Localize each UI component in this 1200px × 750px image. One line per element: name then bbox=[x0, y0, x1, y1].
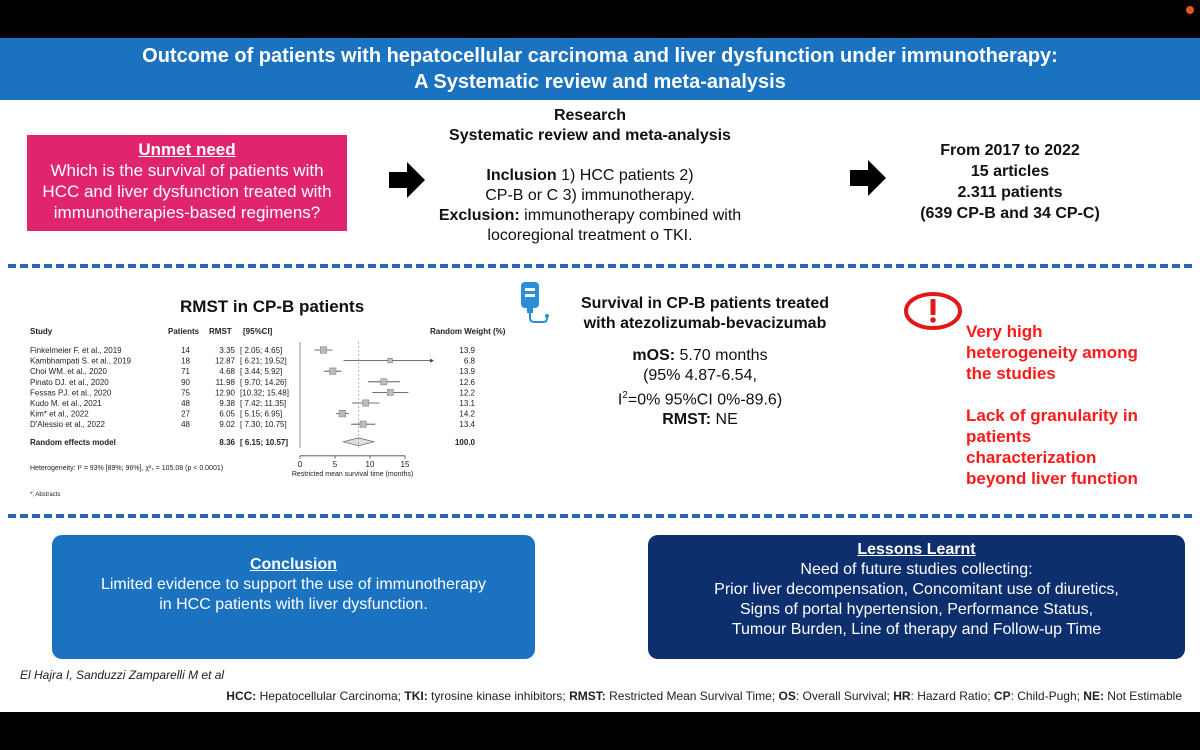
forest-study-patients: 48 bbox=[181, 420, 190, 430]
forest-x-tick-label: 15 bbox=[400, 459, 410, 469]
abbr-def: Restricted Mean Survival Time; bbox=[605, 689, 779, 703]
forest-study-weight: 12.2 bbox=[459, 388, 475, 398]
forest-study-weight: 13.9 bbox=[459, 346, 475, 355]
forest-pooled-rmst: 8.36 bbox=[219, 437, 235, 447]
forest-study-patients: 90 bbox=[181, 377, 190, 387]
lessons-line-2: Prior liver decompensation, Concomitant use of diuretics, bbox=[714, 581, 1119, 598]
forest-study-name: Pinato DJ. et al., 2020 bbox=[30, 377, 109, 387]
forest-study-patients: 27 bbox=[181, 409, 190, 419]
forest-plot bbox=[30, 320, 530, 500]
forest-header-patients: Patients bbox=[168, 327, 200, 336]
survival-title bbox=[560, 294, 850, 334]
forest-pooled-ci: [ 6.15; 10.57] bbox=[240, 437, 289, 447]
forest-x-label: Restricted mean survival time (months) bbox=[291, 470, 414, 478]
abbr-term: CP bbox=[993, 689, 1011, 703]
forest-study-ci: [ 9.70; 14.26] bbox=[240, 377, 287, 387]
abbr-term: HR bbox=[893, 689, 911, 703]
forest-x-tick-label: 5 bbox=[332, 459, 338, 469]
forest-point bbox=[363, 400, 369, 406]
forest-pooled-name: Random effects model bbox=[30, 437, 116, 447]
forest-study-ci: [ 7.30; 10.75] bbox=[240, 420, 287, 430]
research-subheading: Systematic review and meta-analysis bbox=[449, 127, 731, 144]
forest-study-ci: [ 5.15; 6.95] bbox=[240, 409, 283, 419]
forest-point bbox=[320, 347, 326, 353]
exclusion-line-2: locoregional treatment o TKI. bbox=[487, 227, 693, 244]
forest-study-rmst: 12.90 bbox=[214, 388, 235, 398]
forest-study-name: Kambhampati S. et al., 2019 bbox=[30, 356, 131, 366]
forest-study-weight: 13.9 bbox=[459, 367, 475, 377]
inclusion-line-2: CP-B or C 3) immunotherapy. bbox=[485, 187, 695, 204]
unmet-need-line-1: Which is the survival of patients with bbox=[50, 161, 324, 180]
forest-header-study: Study bbox=[30, 327, 53, 336]
title-band bbox=[0, 38, 1200, 100]
i2-sup: 2 bbox=[622, 390, 628, 401]
results-years: From 2017 to 2022 bbox=[940, 142, 1080, 159]
lessons-line-3: Signs of portal hypertension, Performance Status, bbox=[739, 601, 1094, 618]
forest-study-weight: 12.6 bbox=[459, 377, 475, 387]
het-line-1: Very high bbox=[966, 322, 1043, 341]
forest-header-ci: [95%CI] bbox=[243, 327, 273, 336]
rmst-label: RMST: bbox=[662, 411, 712, 429]
abbr-def: Not Estimable bbox=[1103, 689, 1182, 703]
conclusion-box bbox=[52, 535, 535, 659]
forest-heterogeneity: Heterogeneity: I² = 93% [89%; 96%], χ²₇ = 105.08 (p < 0.0001) bbox=[30, 465, 224, 472]
forest-x-tick-label: 0 bbox=[297, 459, 303, 469]
het-line-4: Lack of granularity in bbox=[966, 406, 1138, 425]
inclusion-line-1 bbox=[420, 166, 760, 186]
abbreviations bbox=[226, 689, 1182, 703]
forest-study-weight: 6.8 bbox=[463, 356, 475, 366]
abbr-def: : Child-Pugh; bbox=[1010, 689, 1084, 703]
i2-rest: =0% 95%CI 0%-89.6) bbox=[627, 391, 783, 409]
heterogeneity-note bbox=[966, 321, 1166, 489]
forest-study-ci: [ 7.42; 11.35] bbox=[240, 399, 287, 408]
forest-study-rmst: 3.35 bbox=[219, 346, 235, 355]
forest-study-rmst: 9.38 bbox=[219, 399, 235, 408]
forest-study-patients: 71 bbox=[181, 367, 190, 377]
lessons-box bbox=[648, 535, 1185, 659]
conclusion-line-1: Limited evidence to support the use of immunotherapy bbox=[100, 576, 487, 593]
survival-title-line-1: Survival in CP-B patients treated bbox=[580, 295, 830, 312]
abbr-def: Hepatocellular Carcinoma; bbox=[256, 689, 405, 703]
i2-prefix: I bbox=[617, 391, 623, 409]
conclusion-line-2: in HCC patients with liver dysfunction. bbox=[159, 596, 428, 613]
forest-pooled-weight: 100.0 bbox=[454, 437, 475, 447]
abbr-def: : Overall Survival; bbox=[795, 689, 894, 703]
slide bbox=[0, 38, 1200, 712]
survival-title-line-2: with atezolizumab-bevacizumab bbox=[583, 315, 827, 332]
mos-ci: (95% 4.87-6.54, bbox=[643, 367, 757, 384]
abbr-term: NE: bbox=[1083, 689, 1104, 703]
survival-results bbox=[580, 346, 820, 430]
iv-drip-icon bbox=[515, 280, 551, 324]
lessons-line-4: Tumour Burden, Line of therapy and Follow-up Time bbox=[731, 621, 1102, 638]
forest-point bbox=[330, 368, 336, 374]
lessons-heading: Lessons Learnt bbox=[857, 541, 976, 558]
forest-study-patients: 18 bbox=[181, 356, 190, 366]
forest-study-rmst: 12.87 bbox=[214, 356, 235, 366]
forest-study-patients: 75 bbox=[181, 388, 190, 398]
inclusion-text: 1) HCC patients 2) bbox=[556, 167, 694, 184]
forest-ci-arrow bbox=[430, 359, 434, 363]
forest-study-patients: 14 bbox=[181, 346, 190, 355]
results-summary bbox=[895, 140, 1125, 224]
exclusion-line-1 bbox=[420, 206, 760, 226]
research-block bbox=[420, 106, 760, 246]
het-line-2: heterogeneity among bbox=[966, 343, 1138, 362]
results-breakdown: (639 CP-B and 34 CP-C) bbox=[920, 205, 1100, 222]
research-heading: Research bbox=[553, 107, 627, 124]
forest-study-rmst: 11.98 bbox=[215, 377, 235, 387]
unmet-need-box bbox=[27, 135, 347, 231]
het-line-7: beyond liver function bbox=[966, 469, 1138, 488]
exclusion-label: Exclusion: bbox=[438, 207, 520, 224]
abbr-term: OS bbox=[778, 689, 796, 703]
abbr-term: RMST: bbox=[569, 689, 606, 703]
forest-study-weight: 13.4 bbox=[459, 420, 475, 430]
rmst-title: RMST in CP-B patients bbox=[180, 297, 365, 316]
dashed-divider bbox=[8, 514, 1192, 518]
forest-header-weight: Random Weight (%) bbox=[430, 327, 506, 336]
mos-label: mOS: bbox=[632, 347, 676, 364]
het-line-5: patients bbox=[966, 427, 1032, 446]
inclusion-label: Inclusion bbox=[486, 167, 557, 184]
forest-study-ci: [ 3.44; 5.92] bbox=[240, 367, 283, 377]
forest-footnote: *; Abstracts bbox=[30, 492, 61, 498]
i2-line bbox=[580, 386, 820, 410]
het-line-3: the studies bbox=[966, 364, 1056, 383]
forest-study-name: Kudo M. et al., 2021 bbox=[30, 399, 102, 408]
conclusion-heading: Conclusion bbox=[249, 556, 338, 573]
title-line-1: Outcome of patients with hepatocellular carcinoma and liver dysfunction under immunotherapy: bbox=[142, 45, 1058, 67]
unmet-need-line-3: immunotherapies-based regimens? bbox=[53, 203, 321, 222]
results-articles: 15 articles bbox=[970, 163, 1050, 180]
recording-indicator-icon bbox=[1186, 6, 1194, 14]
forest-study-rmst: 9.02 bbox=[219, 420, 235, 430]
forest-point bbox=[360, 421, 366, 427]
forest-study-name: Kim* et al., 2022 bbox=[30, 409, 89, 419]
forest-study-weight: 14.2 bbox=[459, 409, 475, 419]
forest-study-ci: [ 2.05; 4.65] bbox=[240, 346, 283, 355]
forest-study-name: D'Alessio et al., 2022 bbox=[30, 420, 105, 430]
abbr-term: HCC: bbox=[226, 689, 257, 703]
title-line-2: A Systematic review and meta-analysis bbox=[414, 71, 786, 93]
forest-study-rmst: 6.05 bbox=[219, 409, 235, 419]
alert-icon bbox=[903, 291, 963, 331]
forest-study-patients: 48 bbox=[181, 399, 190, 408]
forest-study-weight: 13.1 bbox=[459, 399, 475, 408]
unmet-need-line-2: HCC and liver dysfunction treated with bbox=[42, 182, 332, 201]
forest-study-ci: [10.32; 15.48] bbox=[240, 388, 289, 398]
abbr-def: tyrosine kinase inhibitors; bbox=[427, 689, 570, 703]
forest-study-rmst: 4.68 bbox=[219, 367, 235, 377]
forest-study-name: Finkelmeier F. et al., 2019 bbox=[30, 346, 122, 355]
mos-line bbox=[580, 346, 820, 366]
results-patients: 2.311 patients bbox=[957, 184, 1063, 201]
forest-header-rmst: RMST bbox=[209, 327, 232, 336]
rmst-value: NE bbox=[711, 411, 738, 429]
forest-study-name: Fessas PJ. et al., 2020 bbox=[30, 388, 112, 398]
forest-point bbox=[339, 410, 346, 417]
abbr-def: : Hazard Ratio; bbox=[910, 689, 994, 703]
right-arrow-icon bbox=[848, 158, 888, 198]
abbr-term: TKI: bbox=[404, 689, 428, 703]
lessons-line-1: Need of future studies collecting: bbox=[800, 561, 1033, 578]
forest-point bbox=[381, 379, 387, 385]
forest-study-name: Choi WM. et al., 2020 bbox=[30, 367, 107, 377]
forest-study-ci: [ 6.21; 19.52] bbox=[240, 356, 287, 366]
het-line-6: characterization bbox=[966, 448, 1097, 467]
exclusion-text: immunotherapy combined with bbox=[519, 207, 742, 224]
mos-value: 5.70 months bbox=[675, 347, 768, 364]
authors: El Hajra I, Sanduzzi Zamparelli M et al bbox=[20, 668, 225, 682]
forest-point bbox=[388, 358, 393, 363]
forest-x-tick-label: 10 bbox=[365, 459, 375, 469]
rmst-line bbox=[580, 410, 820, 430]
unmet-need-heading: Unmet need bbox=[138, 140, 236, 159]
dashed-divider bbox=[8, 264, 1192, 268]
forest-point bbox=[387, 389, 393, 395]
